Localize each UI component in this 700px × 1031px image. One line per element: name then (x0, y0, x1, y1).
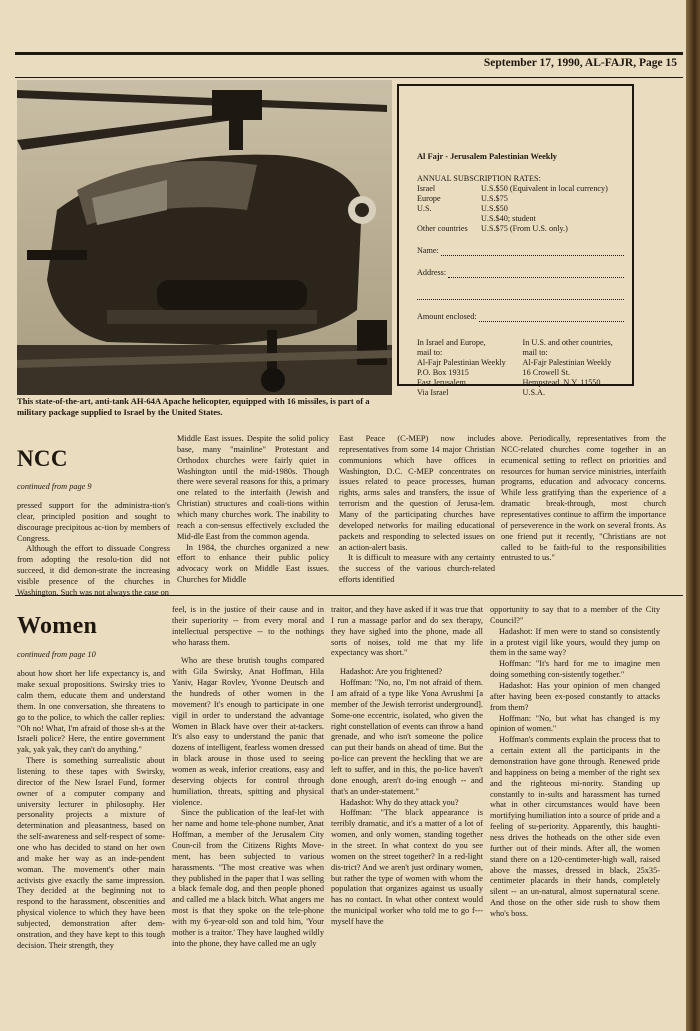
mailing-addresses (417, 338, 624, 398)
rate-region (417, 214, 481, 224)
ncc-column-4 (501, 434, 666, 564)
ncc-headline: NCC (17, 446, 68, 471)
name-line[interactable] (441, 246, 624, 256)
paragraph: Hadashot: Why do they attack you? (340, 797, 459, 807)
paragraph: Who are these brutish toughs compared with Gila Swirsky, Anat Hoffman, Hila Yaniv, Hagar Rovlev, Yvonne Deutsch and the hundreds of other women in the movement? It's enough to participate in one vigil in order to understand the advantage Women in Black have over their at-tackers. It's also easy to understand the panic that dozens of intelligent, fearless women dressed in black arouse in those used to seeing women as weak, inferior creations, easy and deserving objects for control through humiliation, threats, spitting and physical violence. (172, 656, 324, 807)
rate-price: U.S.$50 (Equivalent in local currency) (481, 184, 608, 194)
name-label: Name: (417, 246, 439, 256)
address-line: P.O. Box 19315 (417, 368, 469, 378)
rate-price: U.S.$50 (481, 204, 508, 214)
paragraph: above. Periodically, representatives from the NCC-related churches come together in an ecumenical setting to reflect on priorities and resources for human service ministries, interfaith programs, education and advocacy concerns. While less gratifying than the experience of a dramatic break-through, most church representatives continue to affirm the importance of perseverence in the work on several fronts. As one friend put it recently, "Christians are not called to be faith-ful to the responsibilities entrusted to us." (501, 434, 666, 563)
paragraph: about how short her life expectancy is, and make sexual propositions. Swirsky tries to calm them, educate them and understand them. In one conversation, she threatens to go to the police, to which the caller replies: "Oh no! What, I'm afraid of those sh-s at the Israeli police? Here, the entire government yak, yak yak, they can't do anything." (17, 669, 165, 755)
address-line: U.S.A. (522, 388, 546, 398)
women-column-3 (331, 605, 483, 928)
women-continued: continued from page 10 (17, 650, 96, 660)
address-line: East Jerusalem (417, 378, 466, 388)
address-line: Hempstead, N.Y. 11550 (522, 378, 601, 388)
paragraph: Hadashot: Has your opinion of men changed after having been ex-posed constantly to attacks from them? (490, 681, 660, 712)
subscription-title: Al Fajr - Jerusalem Palestinian Weekly (417, 152, 557, 161)
paragraph: There is something surrealistic about listening to these tapes with Swirsky, director of the New Israel Fund, former owner of a computer company and university lecturer in philosophy. Her personality projects a mixture of determination and pleasantness, based on the self-awareness and self-respect of some-one who has decided to stand on her own and make her way as an inde-pendent woman. The movement's other main activists give exactly the same impression. They decided at the beginning not to respond to the harassment, obscenities and physical violence to which they have been subjected, demonstration after dem-onstration, and they have kept to this tough decision. Their strength, they (17, 756, 165, 950)
section-divider (15, 595, 683, 596)
rate-price: U.S.$75 (From U.S. only.) (481, 224, 568, 234)
paragraph: feel, is in the justice of their cause and in their superiority -- from every moral and intellectual perspective -- to the nothings who harass them. (172, 605, 324, 647)
women-headline: Women (17, 613, 98, 639)
paragraph: pressed support for the administra-tion's clear, principled position and sought to discourage precipitous ac-tion by members of Congress. (17, 500, 170, 543)
amount-field[interactable] (417, 312, 624, 322)
rate-price: U.S.$75 (481, 194, 508, 204)
photo-caption: This state-of-the-art, anti-tank AH-64A Apache helicopter, equipped with 16 missiles, is part of a military package supplied to Israel by the United States. (17, 396, 370, 417)
masthead-date-page: September 17, 1990, AL-FAJR, Page 15 (483, 57, 677, 69)
address-line: mail to: (522, 348, 548, 358)
paragraph: Although the effort to dissuade Congress from adopting the resolu-tion did not succeed, it did demon-strate the increasing visible presence of the churches in Washington. Such was not always the case on (17, 544, 170, 597)
paragraph: Hadashot: Are you frightened? (340, 667, 443, 677)
ncc-column-1 (17, 440, 170, 599)
us-address (523, 338, 625, 398)
women-column-1 (17, 607, 165, 952)
address-line: In Israel and Europe, (417, 338, 486, 348)
paragraph: Hoffman's comments explain the process that to a certain extent all the participants in the demonstration have gone through. Renewed pride and happiness on being a member of the right sex and the righteous mi-nority. Standing up constantly to in-sults and harassment has turned what in other circumstances would have been mortifying humiliation into a source of pride and a feeling of su-periority. Apparently, this haughti-ness drives the hotheads on the other side even further out of their minds. After all, the women stand there on a 120-centimeter-high wall, raised above the masses, dressed in black, 25x35-centimeter placards in their hands, completely silent -- an un-natural, almost supernatural scene. And those on the other side rush to show them who's boss. (490, 735, 660, 919)
women-column-2 (172, 605, 324, 950)
address-line: Al-Fajr Palestinian Weekly (522, 358, 612, 368)
paragraph: Hadashot: If men were to stand so consistently in a protest vigil like yours, would they jump on them in the same way? (490, 626, 660, 658)
page-masthead (15, 52, 683, 78)
address-line: Al-Fajr Palestinian Weekly (417, 358, 506, 368)
paragraph: It is difficult to measure with any certainty the success of the various church-related efforts identified (339, 553, 495, 585)
amount-label: Amount enclosed: (417, 312, 477, 322)
ncc-column-2 (177, 434, 329, 586)
address-line: 16 Crowell St. (522, 368, 571, 378)
page-binding (686, 0, 700, 1031)
paragraph: East Peace (C-MEP) now includes representatives from some 14 major Christian communions which have offices in Washington, D.C. C-MEP concentrates on issues related to peace processes, human rights, arms sales and transfers, the issue of terrorism and the question of Jerusa-lem. Many of the participating churches have developed networks for mailing educational packets and responding to selected issues on an action-alert basis. (339, 434, 495, 552)
amount-line[interactable] (479, 312, 624, 322)
paragraph: In 1984, the churches organized a new effort to enhance their public policy advocacy work on Middle East issues. Churches for Middle (177, 542, 329, 585)
address-line[interactable] (448, 268, 624, 278)
address-line: In U.S. and other countries, (522, 338, 613, 348)
ncc-continued: continued from page 9 (17, 482, 92, 492)
paragraph: opportunity to say that to a member of the City Council?" (490, 605, 660, 625)
paragraph: Hoffman: "No, no, I'm not afraid of them. I am afraid of a type like Yona Avrushmi [a member of the Jewish terrorist underground]. Some-one eccentric, isolated, who given the right constellation of events can throw a hand grenade, and who isn't someone the police can put their hands on ahead of time. But the po-lice can prevent the heckling that we are left to suffer, and in this, the po-lice haven't done enough, aren't do-ing enough -- and that's an under-statement." (331, 678, 483, 796)
address-line: mail to: (417, 348, 443, 358)
name-field[interactable] (417, 246, 624, 256)
rates-table (417, 184, 624, 234)
address-field-2[interactable] (417, 290, 624, 300)
address-line: Via Israel (417, 388, 449, 398)
rate-region: U.S. (417, 204, 432, 214)
rates-heading: ANNUAL SUBSCRIPTION RATES: (417, 174, 541, 184)
paragraph: Hoffman: "The black appearance is terribly dramatic, and it's a matter of a lot of women, and only women, standing together in the street. In what context do you see women on the street together? In a red-light dis-trict? And we aren't just ordinary women, but rather the type of women with whom the population that organizes against us usually has no contact. In what other context would the municipal worker who told me to go f--- myself have the (331, 808, 483, 927)
rate-price: U.S.$40; student (481, 214, 536, 224)
paragraph: traitor, and they have asked if it was true that I run a massage parlor and do sex therapy, they have sighed into the phone, made all sorts of noises, told me that my life expectancy was short." (331, 605, 483, 658)
paragraph: Middle East issues. Despite the solid policy base, many "mainline" Protestant and Orthodox churches were fairly quiet in Washington until the mid-1980s. Though there were several reasons for this, a primary one related to the interfaith (Jewish and Christian) structures and coali-tions within which many churches work. The inability to reach a con-sensus effectively excluded the Mid-dle East from the common agenda. (177, 434, 329, 541)
paragraph: Hoffman: "No, but what has changed is my opinion of women." (490, 713, 660, 734)
address-field[interactable] (417, 268, 624, 278)
helicopter-photo (17, 80, 392, 395)
helicopter-illustration (17, 80, 392, 395)
rate-region: Europe (417, 194, 441, 204)
ncc-column-3 (339, 434, 495, 586)
subscription-box (397, 84, 634, 398)
address-label: Address: (417, 268, 447, 278)
rate-region: Israel (417, 184, 436, 194)
women-column-4 (490, 605, 660, 920)
paragraph: Since the publication of the leaf-let with her name and home tele-phone number, Anat Hoffman, a member of the Jerusalem City Coun-cil from the Citizens Rights Move-ment, has been subjected to various harassments. "The most creative was when they published in the paper that I was selling a black female dog, and then people phoned and called me a black bitch. What angers me most is that they spoke on the tele-phone with my 6-year-old son and told him, 'Your mother is a traitor.' They have laughed wildly into the phone, they have called me an ugly (172, 808, 324, 948)
rate-region: Other countries (417, 224, 468, 234)
israel-europe-address (417, 338, 519, 398)
paragraph: Hoffman: "It's hard for me to imagine men doing something con-sistently together." (490, 659, 660, 680)
address-line-2[interactable] (417, 290, 624, 300)
